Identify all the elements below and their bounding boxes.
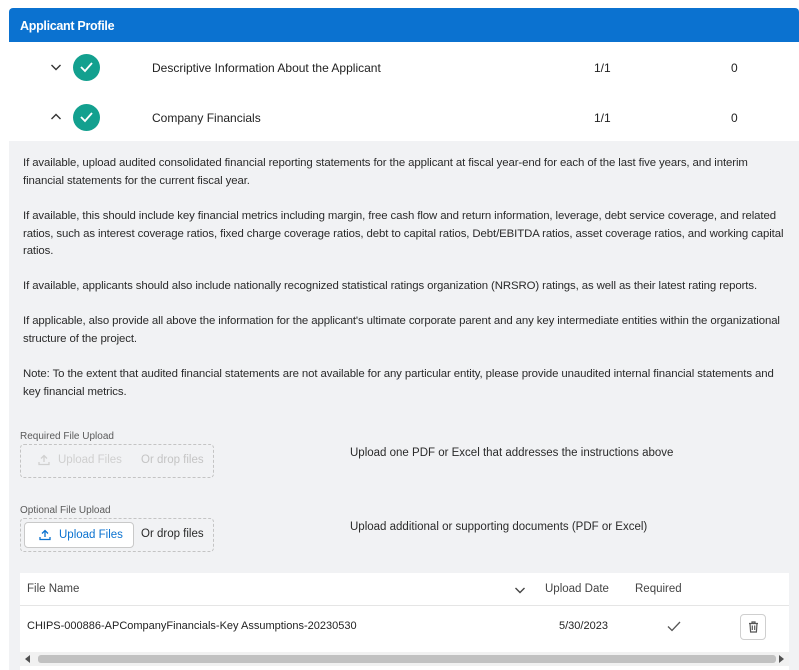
instruction-paragraph: If available, this should include key financial metrics including margin, free cash flow and return information, leverage, debt service coverage, and related ratios, such as interest coverage ratios, fixed charge coverage ratios, debt to capital ratios, Debt/EBITDA ratios, asset coverage ratios, and working capital ratios. [23,210,784,257]
chevron-up-icon[interactable] [50,111,62,123]
optional-upload-help: Upload additional or supporting documents (PDF or Excel) [350,521,648,533]
section-row-descriptive-info[interactable] [9,43,799,91]
table-divider [20,605,789,606]
complete-check-icon [73,104,100,131]
upload-date-cell: 5/30/2023 [559,620,608,632]
required-check-icon [667,621,681,632]
upload-icon [38,454,50,466]
section-progress: 1/1 [594,61,611,75]
upload-icon [39,529,51,541]
section-progress: 1/1 [594,111,611,125]
delete-file-button[interactable] [740,614,766,640]
chevron-down-icon[interactable] [514,584,526,596]
scroll-left-icon[interactable] [25,655,31,663]
trash-icon [748,621,759,633]
upload-button-label: Upload Files [59,529,123,541]
horizontal-scrollbar[interactable] [20,652,789,666]
optional-dropzone[interactable] [20,518,214,552]
instruction-paragraph: Note: To the extent that audited financial statements are not available for any particular entity, please provide unaudited internal financial statements and key financial metrics. [23,368,774,398]
section-row-company-financials[interactable] [9,93,799,141]
file-name-cell: CHIPS-000886-APCompanyFinancials-Key Assumptions-20230530 [27,620,357,632]
complete-check-icon [73,54,100,81]
required-upload-button[interactable] [24,448,134,474]
section-header [9,8,799,42]
column-header-upload-date[interactable]: Upload Date [545,583,609,595]
chevron-down-icon[interactable] [50,61,62,73]
section-count: 0 [731,61,738,75]
scroll-right-icon[interactable] [778,655,784,663]
upload-button-label: Upload Files [58,454,122,466]
section-header-title: Applicant Profile [20,19,115,33]
drop-files-text: Or drop files [141,528,204,540]
required-upload-help: Upload one PDF or Excel that addresses the instructions above [350,447,674,459]
optional-upload-button[interactable] [24,522,134,548]
section-panel [9,141,799,670]
instruction-paragraph: If applicable, also provide all above the information for the applicant's ultimate corporate parent and any key intermediate entities within the organizational structure of the project. [23,315,780,345]
required-upload-label: Required File Upload [20,431,114,442]
required-dropzone[interactable] [20,444,214,478]
optional-upload-label: Optional File Upload [20,505,111,516]
section-title: Company Financials [152,111,261,125]
column-header-required[interactable]: Required [635,583,682,595]
column-header-file-name[interactable]: File Name [27,583,80,595]
scrollbar-thumb[interactable] [38,655,776,663]
drop-files-text: Or drop files [141,454,204,466]
section-count: 0 [731,111,738,125]
section-title: Descriptive Information About the Applicant [152,61,381,75]
instruction-paragraph: If available, applicants should also include nationally recognized statistical ratings organization (NRSRO) ratings, as well as their latest rating reports. [23,280,758,292]
instruction-paragraph: If available, upload audited consolidated financial reporting statements for the applicant at fiscal year-end for each of the last five years, and interim financial statements for the current fiscal year. [23,157,748,187]
